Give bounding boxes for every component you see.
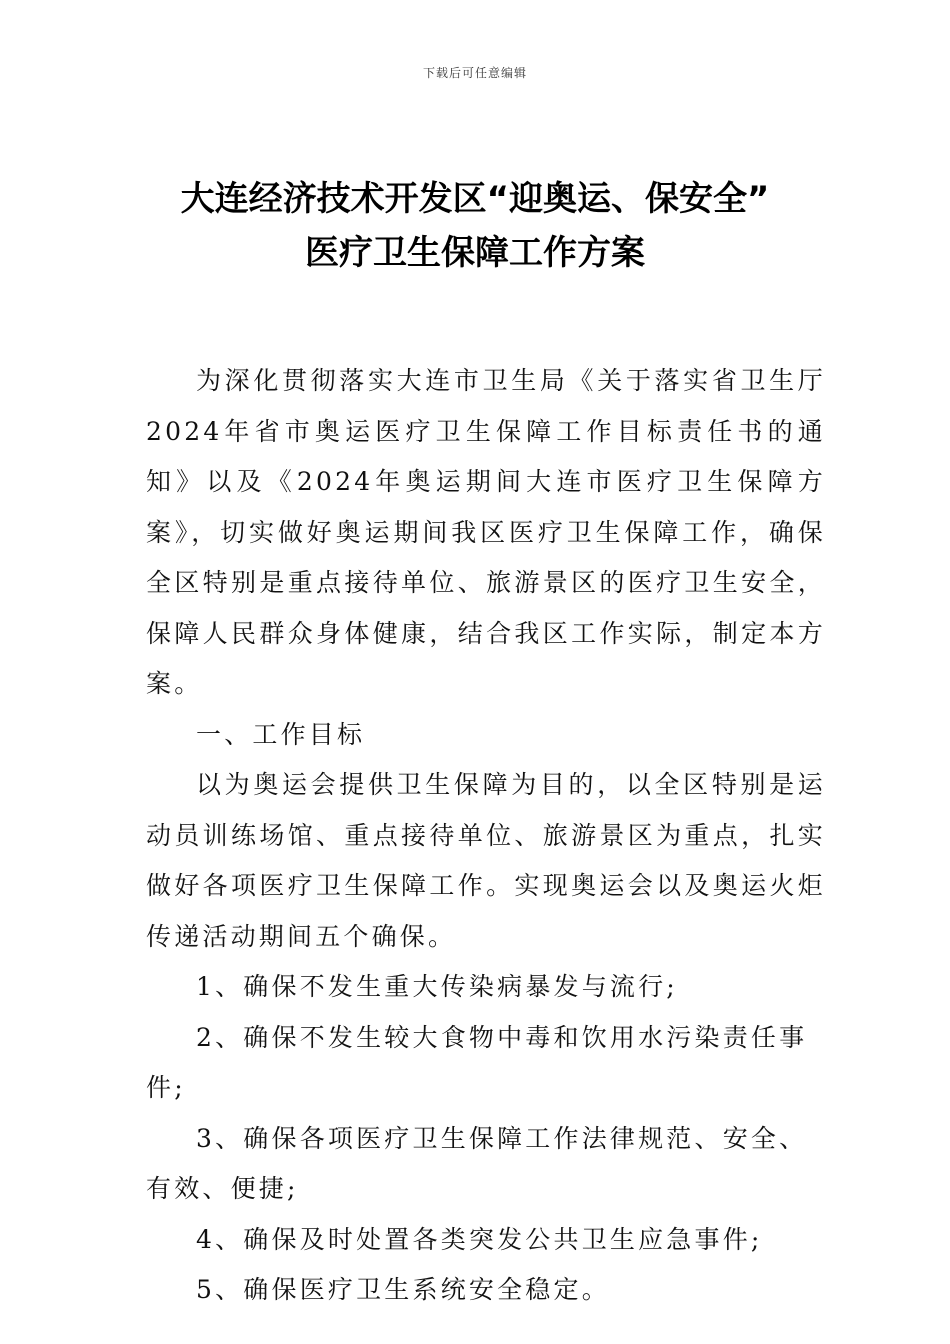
section-paragraph-work-goals: 以为奥运会提供卫生保障为目的，以全区特别是运动员训练场馆、重点接待单位、旅游景区为重点，扎实做好各项医疗卫生保障工作。实现奥运会以及奥运火炬传递活动期间五个确保。 bbox=[146, 770, 826, 951]
section-heading-work-goals: 一、工作目标 bbox=[196, 719, 366, 749]
document-title bbox=[100, 172, 850, 280]
document-body bbox=[146, 356, 826, 1316]
header-note: 下载后可任意编辑 bbox=[422, 66, 527, 80]
title-line-1: 大连经济技术开发区“迎奥运、保安全” bbox=[180, 179, 770, 219]
goal-item-1: 1、确保不发生重大传染病暴发与流行; bbox=[196, 972, 678, 1001]
intro-paragraph: 为深化贯彻落实大连市卫生局《关于落实省卫生厅2024年省市奥运医疗卫生保障工作目标责任书的通知》以及《2024年奥运期间大连市医疗卫生保障方案》，切实做好奥运期间我区医疗卫生保障工作，确保全区特别是重点接待单位、旅游景区的医疗卫生安全，保障人民群众身体健康，结合我区工作实际，制定本方案。 bbox=[146, 366, 826, 698]
goal-item-2: 2、确保不发生较大食物中毒和饮用水污染责任事件; bbox=[146, 1022, 808, 1102]
goal-item-3: 3、确保各项医疗卫生保障工作法律规范、安全、有效、便捷; bbox=[146, 1123, 808, 1203]
goal-item-4: 4、确保及时处置各类突发公共卫生应急事件; bbox=[196, 1224, 763, 1254]
goal-item-5: 5、确保医疗卫生系统安全稳定。 bbox=[196, 1275, 610, 1304]
title-line-2: 医疗卫生保障工作方案 bbox=[305, 233, 645, 273]
